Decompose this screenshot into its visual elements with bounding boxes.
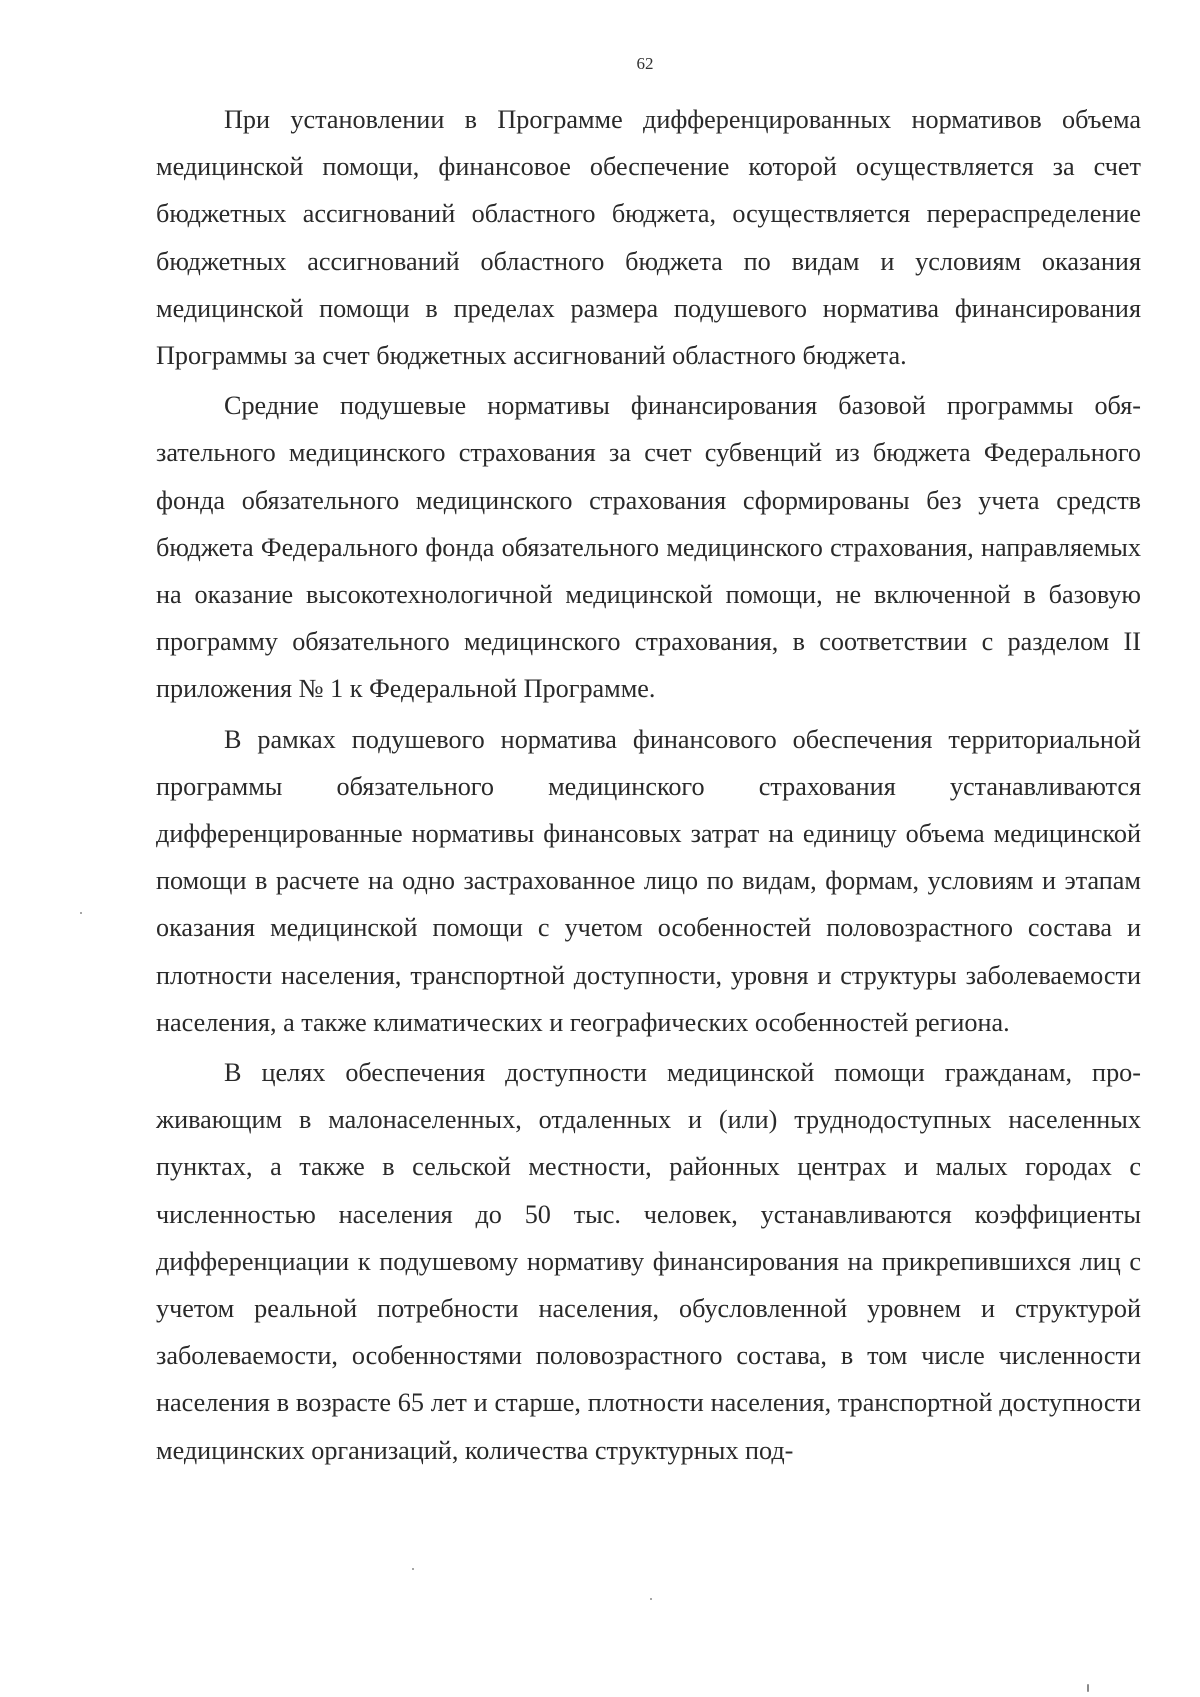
- paragraph-1: При установлении в Программе дифференцированных нормативов объема медицинской помощи, финансовое обеспечение которой осуществляется за счет бюджетных ассигнований областного бюджета, осуществляется перераспределение бюджетных ассигнований областного бюджета по видам и условиям оказания медицинской помощи в пределах размера подушевого норматива финансирования Программы за счет бюджетных ассигнований областного бюджета.: [156, 105, 1141, 371]
- paragraph-2: Средние подушевые нормативы финансирования базовой программы обязательного медицинского страхования за счет субвенций из бюджета Федерального фонда обязательного медицинского страхования сформированы без учета средств бюджета Федерального фонда обязательного медицинского страхования, направляемых на оказание высокотехнологичной медицинской помощи, не включенной в базовую программу обязательного медицинского страхования, в соответствии с разделом II приложения № 1 к Федеральной Программе.: [156, 391, 1141, 704]
- page-number: 62: [636, 54, 654, 73]
- scan-speck: [412, 1568, 414, 1570]
- scan-speck: [80, 912, 82, 914]
- body-text: [156, 96, 1141, 1477]
- scan-speck: [650, 1598, 652, 1600]
- paragraph-4: В целях обеспечения доступности медицинской помощи гражданам, проживающим в малонаселенных, отдаленных и (или) труднодоступных населенных пунктах, а также в сельской местности, районных центрах и малых городах с численностью населения до 50 тыс. человек, устанавливаются коэффициенты дифференциации к подушевому нормативу финансирования на прикрепившихся лиц с учетом реальной потребности населения, обусловленной уровнем и структурой заболеваемости, особенностями половозрастного состава, в том числе численности населения в возрасте 65 лет и старше, плотности населения, транспортной доступности медицинских организаций, количества структурных под-: [156, 1058, 1141, 1465]
- paragraph-3: В рамках подушевого норматива финансового обеспечения территориальной программы обязательного медицинского страхования устанавливаются дифференцированные нормативы финансовых затрат на единицу объема медицинской помощи в расчете на одно застрахованное лицо по видам, формам, условиям и этапам оказания медицинской помощи с учетом особенностей половозрастного состава и плотности населения, транспортной доступности, уровня и структуры заболеваемости населения, а также климатических и географических особенностей региона.: [156, 724, 1141, 1037]
- scan-speck: [1087, 1684, 1089, 1692]
